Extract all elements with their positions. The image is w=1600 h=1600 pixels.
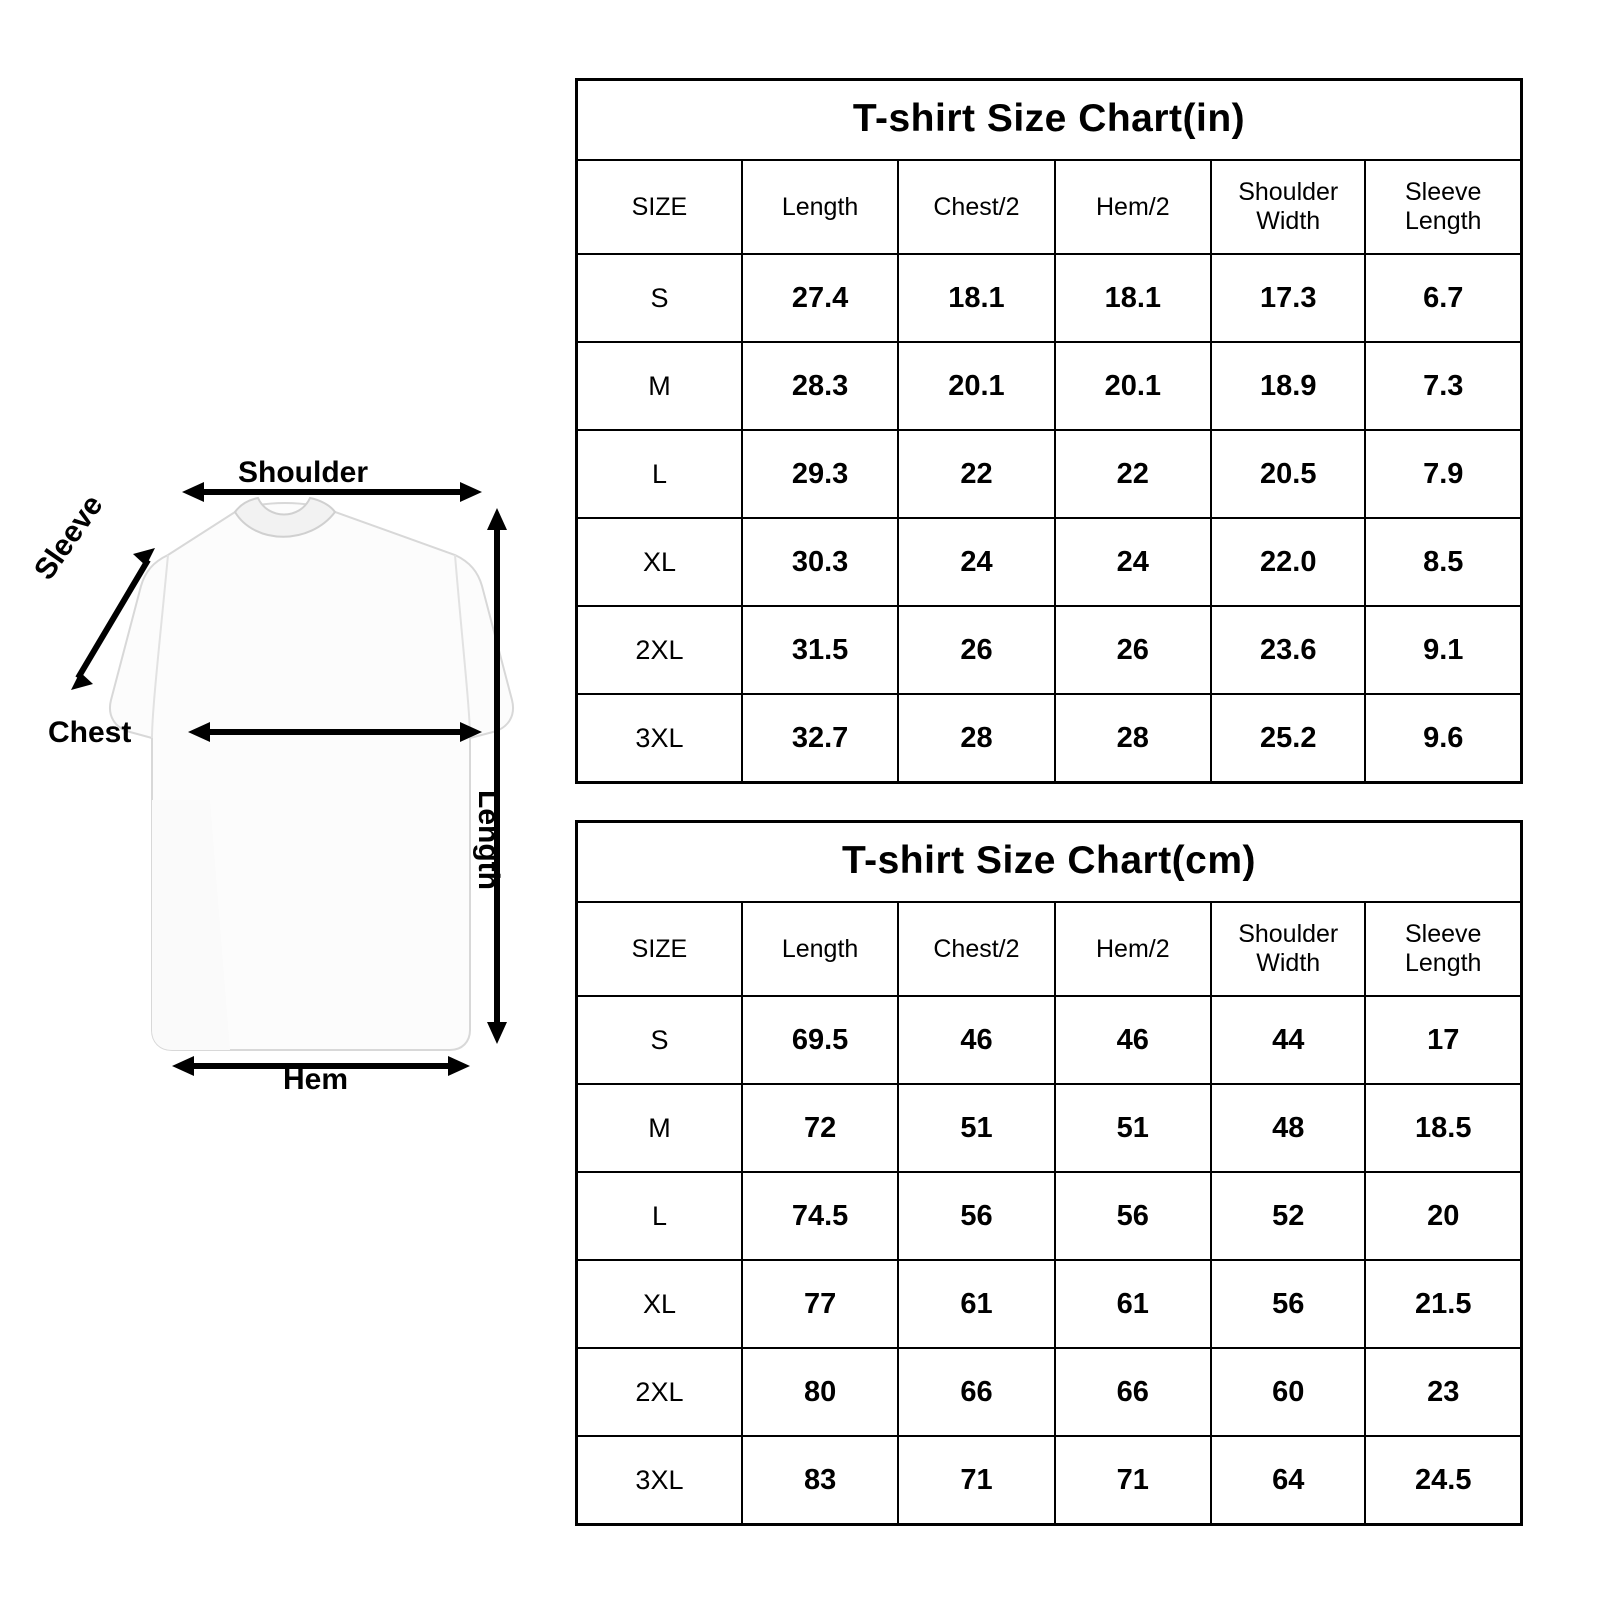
cell-size: L xyxy=(578,430,742,518)
header-chest-line1: Chest/2 xyxy=(933,934,1020,963)
cell-chest: 61 xyxy=(898,1260,1054,1348)
table-row xyxy=(578,1084,1520,1172)
table-row xyxy=(578,606,1520,694)
cell-chest: 24 xyxy=(898,518,1054,606)
cell-sleeve: 7.9 xyxy=(1365,430,1520,518)
cell-hem: 46 xyxy=(1055,996,1211,1084)
cell-length: 29.3 xyxy=(742,430,898,518)
table-row xyxy=(578,1348,1520,1436)
cell-shoulder: 60 xyxy=(1211,1348,1365,1436)
cell-size: L xyxy=(578,1172,742,1260)
header-sleeve-line1: Sleeve xyxy=(1405,920,1482,949)
cell-shoulder: 17.3 xyxy=(1211,254,1365,342)
header-size xyxy=(578,902,742,996)
sleeve-label: Sleeve xyxy=(28,489,110,586)
header-chest xyxy=(898,902,1054,996)
header-length xyxy=(742,160,898,254)
header-shoulder-line1: Shoulder xyxy=(1238,920,1339,949)
cell-length: 83 xyxy=(742,1436,898,1523)
cell-size: 3XL xyxy=(578,1436,742,1523)
header-length xyxy=(742,902,898,996)
cell-size: S xyxy=(578,996,742,1084)
size-chart-centimeters xyxy=(575,820,1523,1526)
chart-title-inches: T-shirt Size Chart(in) xyxy=(852,97,1246,140)
cell-length: 77 xyxy=(742,1260,898,1348)
cell-hem: 22 xyxy=(1055,430,1211,518)
cell-length: 69.5 xyxy=(742,996,898,1084)
cell-hem: 71 xyxy=(1055,1436,1211,1523)
cell-shoulder: 64 xyxy=(1211,1436,1365,1523)
cell-hem: 28 xyxy=(1055,694,1211,781)
cell-length: 28.3 xyxy=(742,342,898,430)
cell-chest: 46 xyxy=(898,996,1054,1084)
cell-size: 2XL xyxy=(578,1348,742,1436)
cell-length: 31.5 xyxy=(742,606,898,694)
cell-hem: 20.1 xyxy=(1055,342,1211,430)
cell-chest: 28 xyxy=(898,694,1054,781)
cell-hem: 24 xyxy=(1055,518,1211,606)
cell-size: 2XL xyxy=(578,606,742,694)
cell-hem: 66 xyxy=(1055,1348,1211,1436)
length-arrow xyxy=(487,508,507,1044)
header-hem xyxy=(1055,160,1211,254)
table-row xyxy=(578,1436,1520,1523)
header-shoulder-width xyxy=(1211,902,1365,996)
cell-size: XL xyxy=(578,518,742,606)
cell-length: 30.3 xyxy=(742,518,898,606)
header-sleeve-line2: Length xyxy=(1405,207,1482,235)
cell-shoulder: 52 xyxy=(1211,1172,1365,1260)
cell-length: 72 xyxy=(742,1084,898,1172)
cell-hem: 61 xyxy=(1055,1260,1211,1348)
cell-chest: 20.1 xyxy=(898,342,1054,430)
cell-sleeve: 21.5 xyxy=(1365,1260,1520,1348)
table-row xyxy=(578,342,1520,430)
cell-length: 80 xyxy=(742,1348,898,1436)
header-shoulder-line2: Width xyxy=(1256,207,1321,235)
header-shoulder-line1: Shoulder xyxy=(1238,178,1339,207)
cell-hem: 56 xyxy=(1055,1172,1211,1260)
cell-sleeve: 9.6 xyxy=(1365,694,1520,781)
cell-length: 32.7 xyxy=(742,694,898,781)
cell-chest: 18.1 xyxy=(898,254,1054,342)
table-row xyxy=(578,996,1520,1084)
cell-chest: 51 xyxy=(898,1084,1054,1172)
cell-sleeve: 9.1 xyxy=(1365,606,1520,694)
size-table-centimeters xyxy=(578,901,1520,1523)
header-hem-line1: Hem/2 xyxy=(1095,934,1170,963)
header-size xyxy=(578,160,742,254)
cell-shoulder: 48 xyxy=(1211,1084,1365,1172)
header-sleeve-length xyxy=(1365,160,1520,254)
header-chest xyxy=(898,160,1054,254)
cell-chest: 22 xyxy=(898,430,1054,518)
cell-shoulder: 18.9 xyxy=(1211,342,1365,430)
header-length-line1: Length xyxy=(781,192,859,221)
size-chart-inches xyxy=(575,78,1523,784)
cell-shoulder: 23.6 xyxy=(1211,606,1365,694)
cell-chest: 71 xyxy=(898,1436,1054,1523)
cell-sleeve: 20 xyxy=(1365,1172,1520,1260)
cell-chest: 56 xyxy=(898,1172,1054,1260)
cell-size: 3XL xyxy=(578,694,742,781)
cell-sleeve: 18.5 xyxy=(1365,1084,1520,1172)
shoulder-label: Shoulder xyxy=(238,456,369,489)
table-row xyxy=(578,1260,1520,1348)
header-sleeve-length xyxy=(1365,902,1520,996)
cell-sleeve: 17 xyxy=(1365,996,1520,1084)
cell-sleeve: 24.5 xyxy=(1365,1436,1520,1523)
cell-length: 74.5 xyxy=(742,1172,898,1260)
table-row xyxy=(578,694,1520,781)
cell-shoulder: 20.5 xyxy=(1211,430,1365,518)
tshirt-measurement-diagram xyxy=(0,0,575,1600)
chart-title-centimeters: T-shirt Size Chart(cm) xyxy=(841,839,1257,882)
cell-sleeve: 8.5 xyxy=(1365,518,1520,606)
cell-chest: 26 xyxy=(898,606,1054,694)
cell-shoulder: 44 xyxy=(1211,996,1365,1084)
cell-shoulder: 25.2 xyxy=(1211,694,1365,781)
shirt-shape xyxy=(110,498,513,1050)
cell-size: M xyxy=(578,1084,742,1172)
chest-label: Chest xyxy=(48,716,132,749)
header-chest-line1: Chest/2 xyxy=(933,192,1020,221)
cell-size: S xyxy=(578,254,742,342)
cell-size: XL xyxy=(578,1260,742,1348)
cell-shoulder: 22.0 xyxy=(1211,518,1365,606)
cell-sleeve: 7.3 xyxy=(1365,342,1520,430)
header-size-line1: SIZE xyxy=(631,934,688,963)
hem-label: Hem xyxy=(283,1063,349,1096)
table-row xyxy=(578,430,1520,518)
table-header-row xyxy=(578,902,1520,996)
cell-shoulder: 56 xyxy=(1211,1260,1365,1348)
size-table-inches xyxy=(578,159,1520,781)
cell-length: 27.4 xyxy=(742,254,898,342)
length-label: Length xyxy=(472,790,505,890)
cell-size: M xyxy=(578,342,742,430)
cell-sleeve: 6.7 xyxy=(1365,254,1520,342)
cell-sleeve: 23 xyxy=(1365,1348,1520,1436)
cell-hem: 51 xyxy=(1055,1084,1211,1172)
table-row xyxy=(578,1172,1520,1260)
table-header-row xyxy=(578,160,1520,254)
header-shoulder-width xyxy=(1211,160,1365,254)
header-sleeve-line1: Sleeve xyxy=(1405,178,1482,207)
header-shoulder-line2: Width xyxy=(1256,949,1321,977)
header-sleeve-line2: Length xyxy=(1405,949,1482,977)
table-row xyxy=(578,254,1520,342)
header-length-line1: Length xyxy=(781,934,859,963)
cell-hem: 26 xyxy=(1055,606,1211,694)
table-row xyxy=(578,518,1520,606)
header-hem-line1: Hem/2 xyxy=(1095,192,1170,221)
cell-hem: 18.1 xyxy=(1055,254,1211,342)
cell-chest: 66 xyxy=(898,1348,1054,1436)
header-size-line1: SIZE xyxy=(631,192,688,221)
header-hem xyxy=(1055,902,1211,996)
